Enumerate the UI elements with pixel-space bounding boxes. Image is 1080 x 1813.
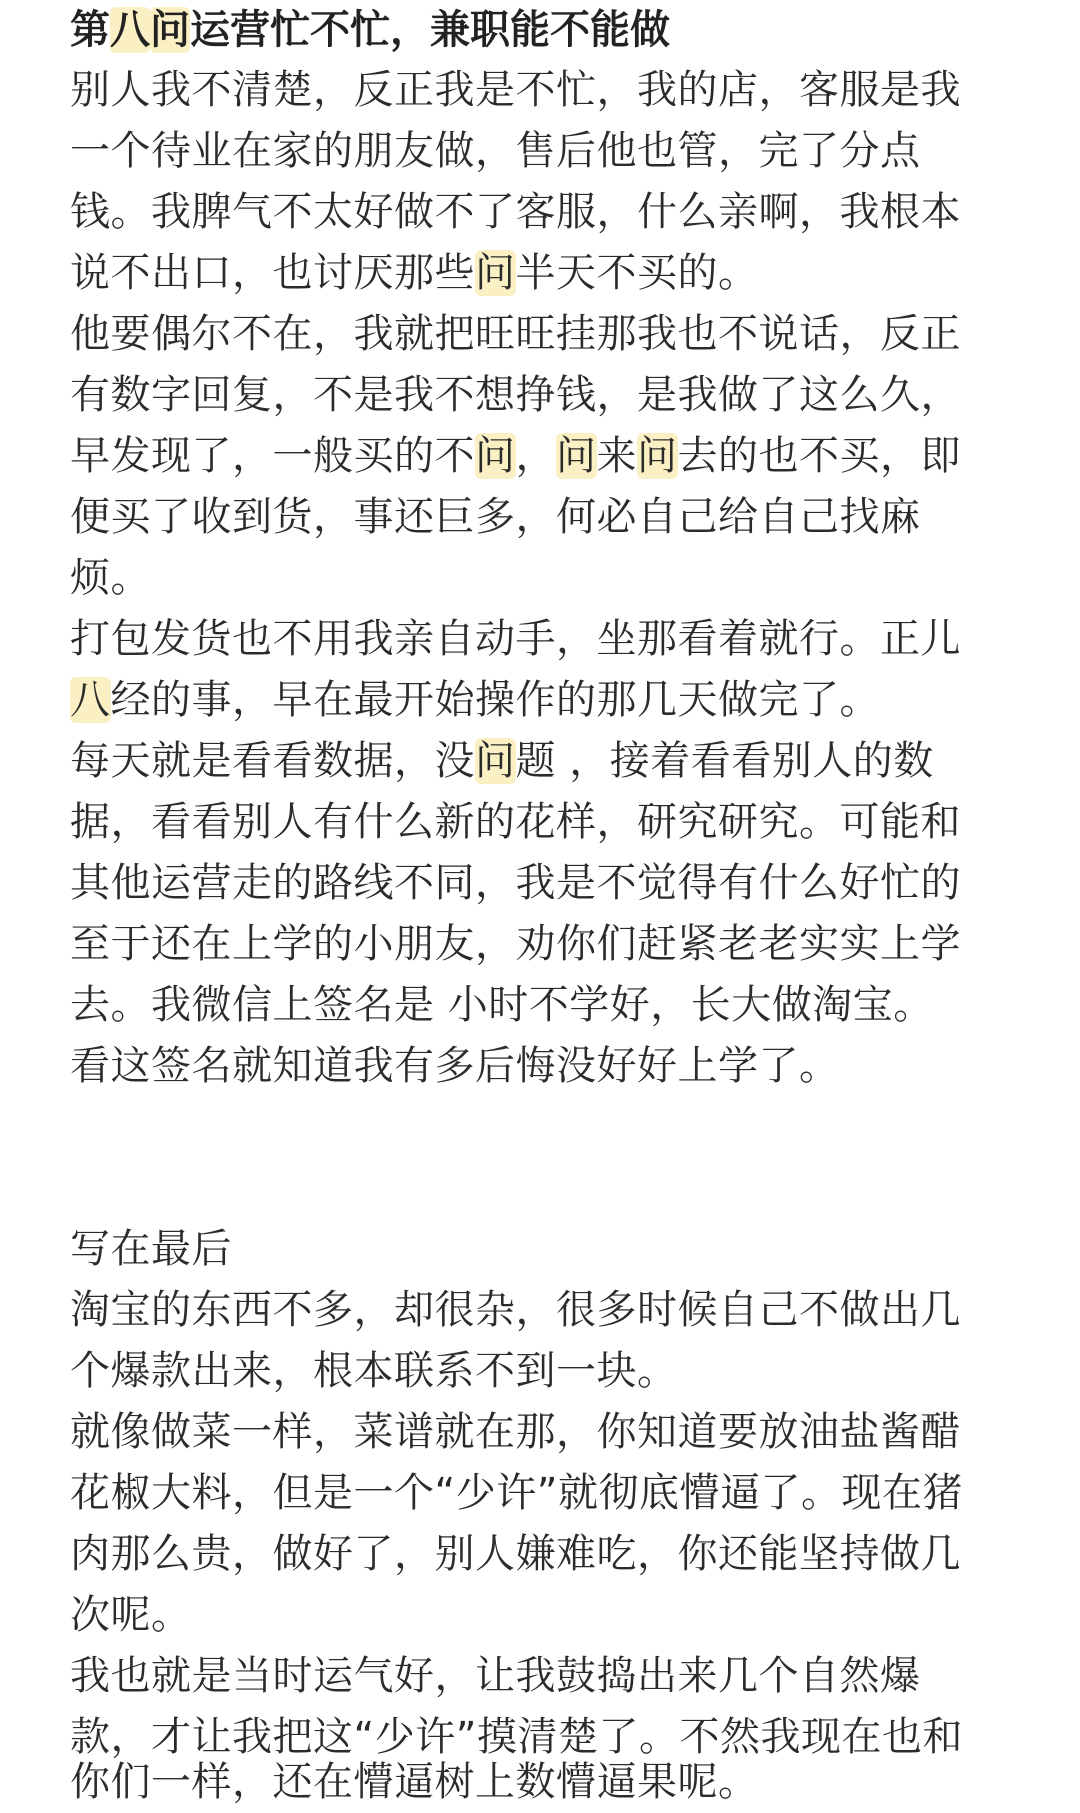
text-line: 就像做菜一样，菜谱就在那，你知道要放油盐酱醋 bbox=[70, 1409, 961, 1455]
text-line: 我也就是当时运气好，让我鼓捣出来几个自然爆 bbox=[70, 1653, 921, 1699]
highlight-mark: 八 bbox=[70, 677, 111, 723]
text-line: 打包发货也不用我亲自动手，坐那看着就行。正儿 bbox=[70, 616, 961, 662]
text-line: 花椒大料，但是一个“少许”就彻底懵逼了。现在猪 bbox=[70, 1470, 963, 1516]
text-line: 八经的事，早在最开始操作的那几天做完了。 bbox=[70, 677, 880, 723]
text-line: 至于还在上学的小朋友，劝你们赶紧老老实实上学 bbox=[70, 921, 961, 967]
highlight-mark: 问 bbox=[637, 433, 678, 479]
text-line: 你们一样，还在懵逼树上数懵逼果呢。 bbox=[70, 1759, 759, 1805]
text-line: 烦。 bbox=[70, 555, 151, 601]
page-title: 第八问运营忙不忙，兼职能不能做 bbox=[70, 7, 670, 53]
text-line: 每天就是看看数据，没问题 ，接着看看别人的数 bbox=[70, 738, 934, 784]
text-line: 肉那么贵，做好了，别人嫌难吃，你还能坚持做几 bbox=[70, 1531, 961, 1577]
text-line: 个爆款出来，根本联系不到一块。 bbox=[70, 1348, 678, 1394]
section-heading: 写在最后 bbox=[70, 1226, 232, 1272]
text-line: 次呢。 bbox=[70, 1592, 192, 1638]
text-line: 一个待业在家的朋友做，售后他也管，完了分点 bbox=[70, 128, 921, 174]
text-line: 据，看看别人有什么新的花样，研究研究。可能和 bbox=[70, 799, 961, 845]
text-line: 别人我不清楚，反正我是不忙，我的店，客服是我 bbox=[70, 67, 961, 113]
text-line: 其他运营走的路线不同，我是不觉得有什么好忙的 bbox=[70, 860, 961, 906]
text-line: 有数字回复，不是我不想挣钱，是我做了这么久， bbox=[70, 372, 961, 418]
text-line: 钱。我脾气不太好做不了客服，什么亲啊，我根本 bbox=[70, 189, 961, 235]
highlight-mark: 问 bbox=[150, 7, 190, 53]
text-line: 看这签名就知道我有多后悔没好好上学了。 bbox=[70, 1043, 840, 1089]
highlight-mark: 问 bbox=[475, 433, 516, 479]
text-line: 说不出口，也讨厌那些问半天不买的。 bbox=[70, 250, 759, 296]
highlight-mark: 问 bbox=[475, 250, 516, 296]
text-line: 款，才让我把这“少许”摸清楚了。不然我现在也和 bbox=[70, 1714, 963, 1760]
highlight-mark: 问 bbox=[556, 433, 597, 479]
text-line: 他要偶尔不在，我就把旺旺挂那我也不说话，反正 bbox=[70, 311, 961, 357]
highlight-mark: 问 bbox=[475, 738, 516, 784]
text-line: 淘宝的东西不多，却很杂，很多时候自己不做出几 bbox=[70, 1287, 961, 1333]
text-line: 去。我微信上签名是 小时不学好，长大做淘宝。 bbox=[70, 982, 934, 1028]
highlight-mark: 八 bbox=[110, 7, 150, 53]
text-line: 便买了收到货，事还巨多，何必自己给自己找麻 bbox=[70, 494, 921, 540]
text-line: 早发现了，一般买的不问，问来问去的也不买，即 bbox=[70, 433, 961, 479]
